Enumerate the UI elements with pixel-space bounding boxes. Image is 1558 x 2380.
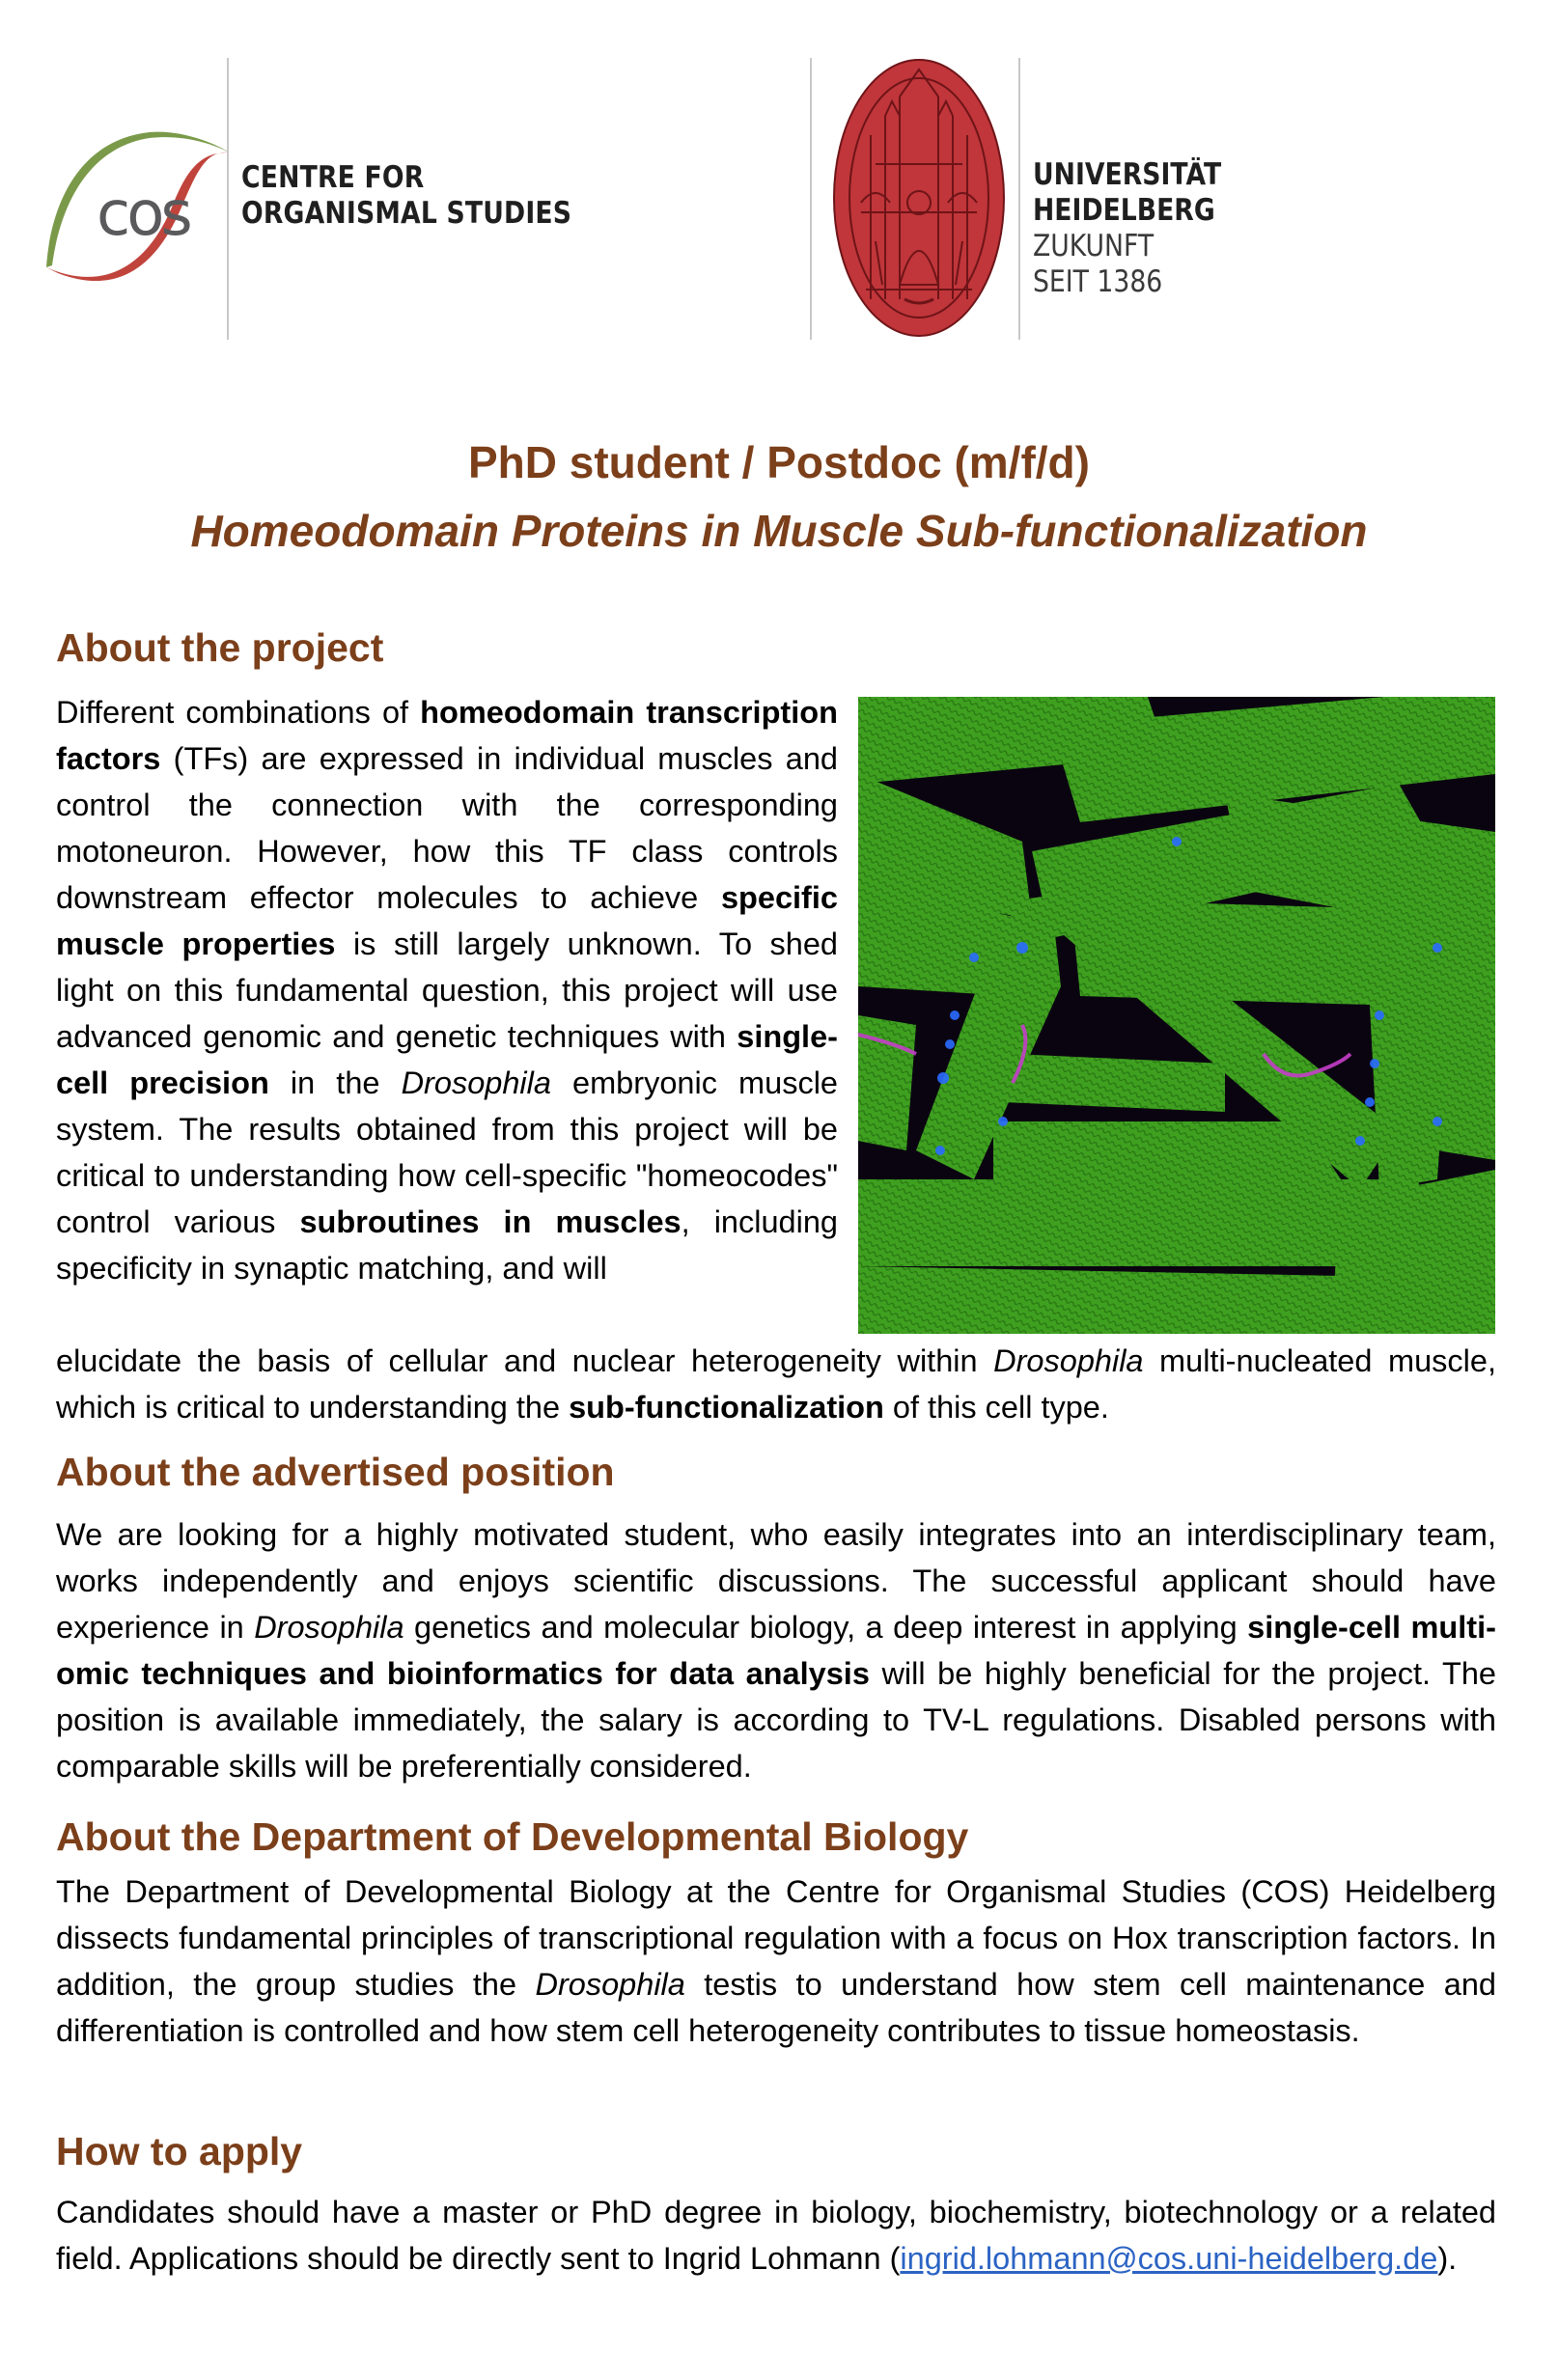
department-text: testis to understand how stem cell maintenance and differentiation is controlled and how stem cell heterogeneity contributes to tissue homeostasis. — [56, 1967, 1496, 2048]
department-paragraph — [56, 1868, 1496, 2054]
heading-about-project: About the project — [56, 625, 384, 670]
project-italic-drosophila: Drosophila — [993, 1343, 1144, 1378]
divider — [1018, 58, 1020, 340]
project-text: (TFs) are expressed in individual muscles and control the connection with the corresponding motoneuron. However, how this TF class controls downstream effector molecules to achieve — [56, 741, 838, 915]
position-italic-drosophila: Drosophila — [254, 1610, 404, 1645]
divider — [810, 58, 812, 340]
uni-tagline-line2: SEIT 1386 — [1033, 264, 1163, 299]
position-title: PhD student / Postdoc (m/f/d) — [468, 437, 1090, 487]
project-bold-properties: specific muscle properties — [56, 880, 838, 961]
project-bold-subroutines: subroutines in muscles — [299, 1204, 682, 1239]
uni-name-line2: HEIDELBERG — [1033, 193, 1215, 228]
project-text: Different combinations of — [56, 695, 421, 730]
project-italic-drosophila: Drosophila — [401, 1065, 551, 1100]
position-text: will be highly beneficial for the project. The position is available immediately, the salary is according to TV-L regulations. Disabled persons with comparable skills will be preferentially considered. — [56, 1656, 1496, 1784]
cos-logo-icon — [39, 121, 232, 304]
position-text: We are looking for a highly motivated student, who easily integrates into an interdisciplinary team, works independently and enjoys scientific discussions. The successful applicant should have experience in — [56, 1517, 1496, 1645]
project-paragraph-tail — [56, 1338, 1496, 1430]
project-bold-subfunctionalization: sub-functionalization — [569, 1390, 884, 1425]
project-bold-tfs: homeodomain transcription factors — [56, 695, 838, 776]
department-text: The Department of Developmental Biology at the Centre for Organismal Studies (COS) Heidelberg dissects fundamental principles of transcriptional regulation with a focus on Hox transcription factors. In addition, the group studies the — [56, 1874, 1496, 2002]
project-title: Homeodomain Proteins in Muscle Sub-functionalization — [190, 506, 1368, 556]
project-bold-precision: single-cell precision — [56, 1019, 838, 1100]
position-paragraph — [56, 1511, 1496, 1789]
university-name — [1033, 157, 1221, 300]
cos-name — [241, 160, 571, 232]
muscle-micrograph-image — [858, 697, 1495, 1334]
department-italic-drosophila: Drosophila — [535, 1967, 685, 2002]
project-text: is still largely unknown. To shed light on this fundamental question, this project will use advanced genomic and genetic techniques with — [56, 927, 838, 1054]
heading-advertised-position: About the advertised position — [56, 1450, 615, 1494]
uni-tagline-line1: ZUKUNFT — [1033, 229, 1155, 263]
contact-email-link[interactable]: ingrid.lohmann@cos.uni-heidelberg.de — [900, 2241, 1438, 2276]
muscle-image-svg — [858, 697, 1495, 1334]
university-seal-icon — [832, 58, 1006, 338]
project-text: elucidate the basis of cellular and nuclear heterogeneity within — [56, 1343, 994, 1378]
project-text: embryonic muscle system. The results obtained from this project will be critical to understanding how cell-specific "homeocodes" control various — [56, 1065, 838, 1239]
heading-how-to-apply: How to apply — [56, 2129, 303, 2173]
cos-logo-text: cos — [97, 179, 189, 250]
position-text: genetics and molecular biology, a deep interest in applying — [403, 1610, 1248, 1645]
project-text: of this cell type. — [883, 1390, 1109, 1425]
uni-name-line1: UNIVERSITÄT — [1033, 157, 1222, 192]
apply-text: ). — [1437, 2241, 1458, 2276]
apply-text: Candidates should have a master or PhD degree in biology, biochemistry, biotechnology or a related field. Applications should be directly sent to Ingrid Lohmann ( — [56, 2195, 1496, 2276]
project-text: multi-nucleated muscle, which is critical to understanding the — [56, 1343, 1496, 1425]
apply-paragraph — [56, 2189, 1496, 2282]
position-bold-techniques: single-cell multi-omic techniques and bioinformatics for data analysis — [56, 1610, 1496, 1691]
cos-name-line1: CENTRE FOR — [241, 160, 425, 195]
heading-department: About the Department of Developmental Biology — [56, 1814, 969, 1859]
project-paragraph-wrap — [56, 689, 838, 1291]
cos-name-line2: ORGANISMAL STUDIES — [241, 196, 572, 231]
project-text: , including specificity in synaptic matching, and will — [56, 1204, 838, 1286]
divider — [227, 58, 229, 340]
project-text: in the — [268, 1065, 402, 1100]
